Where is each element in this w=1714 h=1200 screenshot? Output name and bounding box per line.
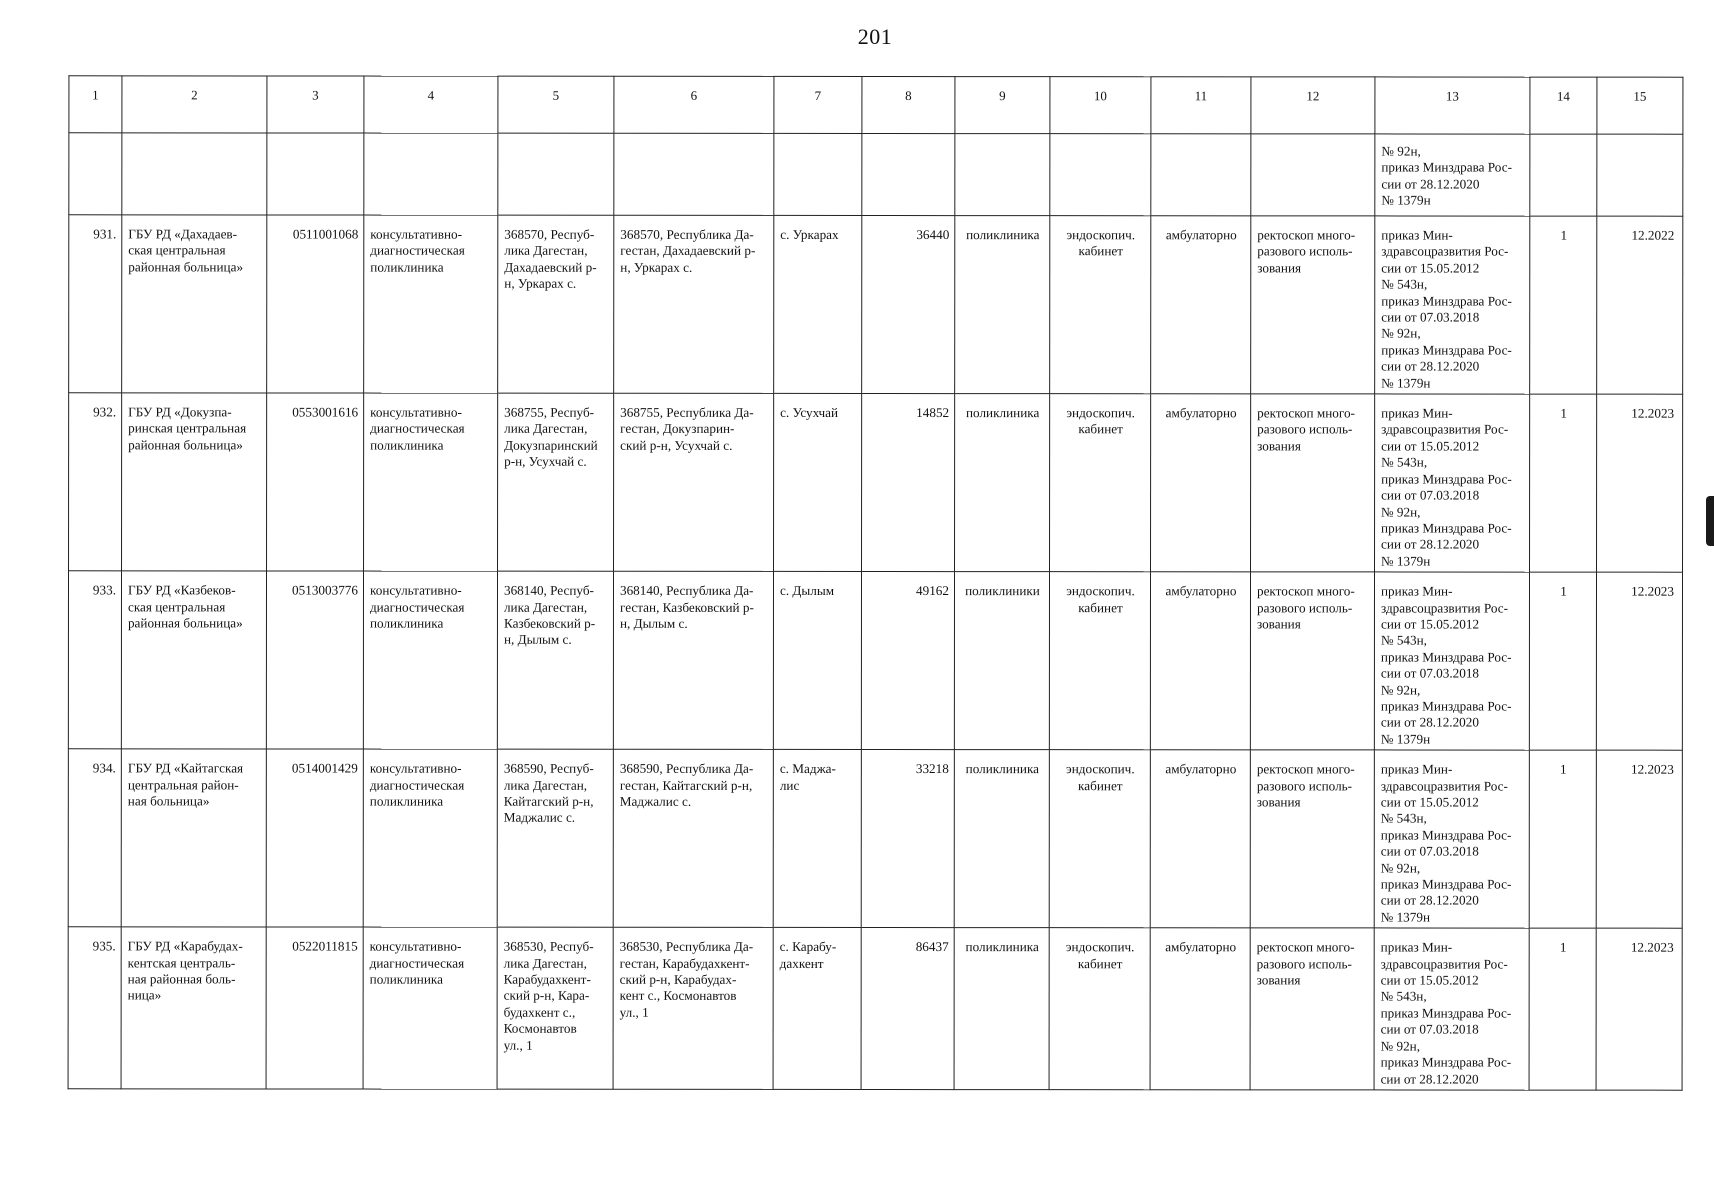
- header-cell: 7: [774, 76, 862, 133]
- facility-type: консультативно- диагностическая поликлиника: [363, 927, 497, 1089]
- order-cell: № 92н, приказ Минздрава Рос- сии от 28.12.2020 № 1379н: [1375, 134, 1530, 216]
- empty-cell: [862, 133, 955, 215]
- actual-address: 368530, Республика Да- гестан, Карабудахкент- ский р-н, Карабудах- кент с., Космонавтов ул., 1: [613, 928, 773, 1090]
- delivery-date: 12.2022: [1597, 216, 1683, 394]
- empty-cell: [774, 133, 862, 215]
- empty-cell: [955, 134, 1050, 216]
- order-cell: приказ Мин- здравсоцразвития Рос- сии от 15.05.2012 № 543н, приказ Минздрава Рос- сии от 07.03.2018 № 92н, приказ Минздрава Рос- сии от 28.12.2020 № 1379н: [1374, 750, 1529, 928]
- settlement: с. Уркарах: [774, 215, 862, 393]
- population: 36440: [862, 215, 955, 393]
- legal-address: 368140, Респуб- лика Дагестан, Казбековский р- н, Дылым с.: [497, 571, 613, 749]
- table-row: [68, 571, 1682, 750]
- row-number: 932.: [69, 393, 122, 571]
- legal-address: 368755, Респуб- лика Дагестан, Докузпаринский р-н, Усухчай с.: [498, 393, 614, 571]
- empty-cell: [69, 133, 122, 215]
- header-row: [69, 76, 1683, 134]
- settlement: с. Карабу- дахкент: [773, 928, 861, 1090]
- unit: поликлиника: [954, 928, 1049, 1090]
- registry-table: [68, 75, 1684, 1090]
- cabinet: эндоскопич. кабинет: [1050, 394, 1151, 572]
- facility-type: консультативно- диагностическая поликлиника: [364, 393, 498, 571]
- organization-name: ГБУ РД «Докузпа- ринская центральная районная больница»: [122, 393, 267, 571]
- actual-address: 368140, Республика Да- гестан, Казбековский р- н, Дылым с.: [613, 571, 773, 749]
- empty-cell: [122, 133, 267, 215]
- row-number: 934.: [68, 749, 121, 927]
- organization-code: 0514001429: [266, 749, 363, 927]
- header-cell: 6: [614, 76, 774, 133]
- care-mode: амбулаторно: [1150, 572, 1250, 750]
- equipment: ректоскоп много- разового исполь- зования: [1250, 928, 1374, 1090]
- organization-code: 0511001068: [267, 215, 364, 393]
- header-cell: 4: [364, 76, 498, 133]
- quantity: 1: [1529, 928, 1596, 1090]
- empty-cell: [267, 133, 364, 215]
- header-cell: 8: [862, 76, 955, 133]
- header-cell: 5: [498, 76, 614, 133]
- settlement: с. Маджа- лис: [773, 750, 861, 928]
- organization-code: 0553001616: [267, 393, 364, 571]
- organization-name: ГБУ РД «Карабудах- кентская централь- ная районная боль- ница»: [121, 927, 266, 1089]
- cabinet: эндоскопич. кабинет: [1049, 928, 1150, 1090]
- empty-cell: [1530, 134, 1597, 216]
- quantity: 1: [1529, 572, 1596, 750]
- header-cell: 2: [122, 76, 267, 133]
- unit: поликлиника: [954, 750, 1049, 928]
- empty-cell: [1251, 134, 1375, 216]
- unit: поликлиника: [955, 216, 1050, 394]
- actual-address: 368590, Республика Да- гестан, Кайтагский р-н, Маджалис с.: [613, 749, 773, 927]
- quantity: 1: [1529, 750, 1596, 928]
- row-number: 931.: [69, 215, 122, 393]
- legal-address: 368590, Респуб- лика Дагестан, Кайтагский р-н, Маджалис с.: [497, 749, 613, 927]
- header-cell: 3: [267, 76, 364, 133]
- population: 14852: [862, 394, 955, 572]
- empty-cell: [1597, 134, 1683, 216]
- cabinet: эндоскопич. кабинет: [1050, 216, 1151, 394]
- order-cell: приказ Мин- здравсоцразвития Рос- сии от 15.05.2012 № 543н, приказ Минздрава Рос- сии от 07.03.2018 № 92н, приказ Минздрава Рос- сии от 28.12.2020 № 1379н: [1375, 394, 1530, 572]
- care-mode: амбулаторно: [1150, 928, 1250, 1090]
- legal-address: 368570, Респуб- лика Дагестан, Дахадаевский р- н, Уркарах с.: [498, 215, 614, 393]
- population: 86437: [861, 928, 954, 1090]
- order-cell: приказ Мин- здравсоцразвития Рос- сии от 15.05.2012 № 543н, приказ Минздрава Рос- сии от 07.03.2018 № 92н, приказ Минздрава Рос- сии от 28.12.2020: [1374, 928, 1529, 1090]
- table-row: [69, 215, 1683, 394]
- cabinet: эндоскопич. кабинет: [1049, 750, 1150, 928]
- order-cell: приказ Мин- здравсоцразвития Рос- сии от 15.05.2012 № 543н, приказ Минздрава Рос- сии от 07.03.2018 № 92н, приказ Минздрава Рос- сии от 28.12.2020 № 1379н: [1374, 572, 1529, 750]
- empty-cell: [1151, 134, 1251, 216]
- empty-cell: [498, 133, 614, 215]
- facility-type: консультативно- диагностическая поликлиника: [363, 571, 497, 749]
- settlement: с. Дылым: [773, 572, 861, 750]
- continuation-row: [69, 133, 1683, 216]
- care-mode: амбулаторно: [1151, 394, 1251, 572]
- scan-binder-mark: [1706, 496, 1714, 546]
- unit: поликлиники: [954, 572, 1049, 750]
- population: 33218: [861, 750, 954, 928]
- equipment: ректоскоп много- разового исполь- зования: [1251, 394, 1375, 572]
- row-number: 933.: [68, 571, 121, 749]
- actual-address: 368755, Республика Да- гестан, Докузпарин- ский р-н, Усухчай с.: [614, 393, 774, 571]
- header-cell: 14: [1530, 77, 1597, 134]
- delivery-date: 12.2023: [1596, 750, 1682, 928]
- organization-code: 0513003776: [266, 571, 363, 749]
- legal-address: 368530, Респуб- лика Дагестан, Карабудахкент- ский р-н, Кара- будахкент с., Космонавтов ул., 1: [497, 927, 613, 1089]
- header-cell: 11: [1151, 77, 1251, 134]
- table-row: [68, 749, 1682, 928]
- organization-name: ГБУ РД «Казбеков- ская центральная районная больница»: [121, 571, 266, 749]
- table-row: [69, 393, 1683, 572]
- order-cell: приказ Мин- здравсоцразвития Рос- сии от 15.05.2012 № 543н, приказ Минздрава Рос- сии от 07.03.2018 № 92н, приказ Минздрава Рос- сии от 28.12.2020 № 1379н: [1375, 216, 1530, 394]
- actual-address: 368570, Республика Да- гестан, Дахадаевский р- н, Уркарах с.: [614, 215, 774, 393]
- empty-cell: [614, 133, 774, 215]
- header-cell: 15: [1597, 77, 1683, 134]
- header-cell: 10: [1050, 77, 1151, 134]
- page-number: 201: [857, 24, 893, 49]
- organization-name: ГБУ РД «Кайтагская центральная район- ная больница»: [121, 749, 266, 927]
- delivery-date: 12.2023: [1596, 928, 1682, 1090]
- delivery-date: 12.2023: [1596, 572, 1682, 750]
- organization-code: 0522011815: [266, 927, 363, 1089]
- settlement: с. Усухчай: [774, 393, 862, 571]
- equipment: ректоскоп много- разового исполь- зования: [1250, 572, 1374, 750]
- header-cell: 9: [955, 77, 1050, 134]
- header-cell: 12: [1251, 77, 1375, 134]
- facility-type: консультативно- диагностическая поликлиника: [363, 749, 497, 927]
- empty-cell: [1050, 134, 1151, 216]
- equipment: ректоскоп много- разового исполь- зования: [1251, 216, 1375, 394]
- header-cell: 1: [69, 76, 122, 133]
- quantity: 1: [1530, 216, 1597, 394]
- facility-type: консультативно- диагностическая поликлиника: [364, 215, 498, 393]
- care-mode: амбулаторно: [1151, 216, 1251, 394]
- quantity: 1: [1530, 394, 1597, 572]
- care-mode: амбулаторно: [1150, 750, 1250, 928]
- equipment: ректоскоп много- разового исполь- зования: [1250, 750, 1374, 928]
- header-cell: 13: [1375, 77, 1530, 134]
- empty-cell: [364, 133, 498, 215]
- organization-name: ГБУ РД «Дахадаев- ская центральная районная больница»: [122, 215, 267, 393]
- cabinet: эндоскопич. кабинет: [1049, 572, 1150, 750]
- population: 49162: [861, 572, 954, 750]
- unit: поликлиника: [955, 394, 1050, 572]
- row-number: 935.: [68, 927, 121, 1089]
- delivery-date: 12.2023: [1597, 394, 1683, 572]
- table-row: [68, 927, 1682, 1090]
